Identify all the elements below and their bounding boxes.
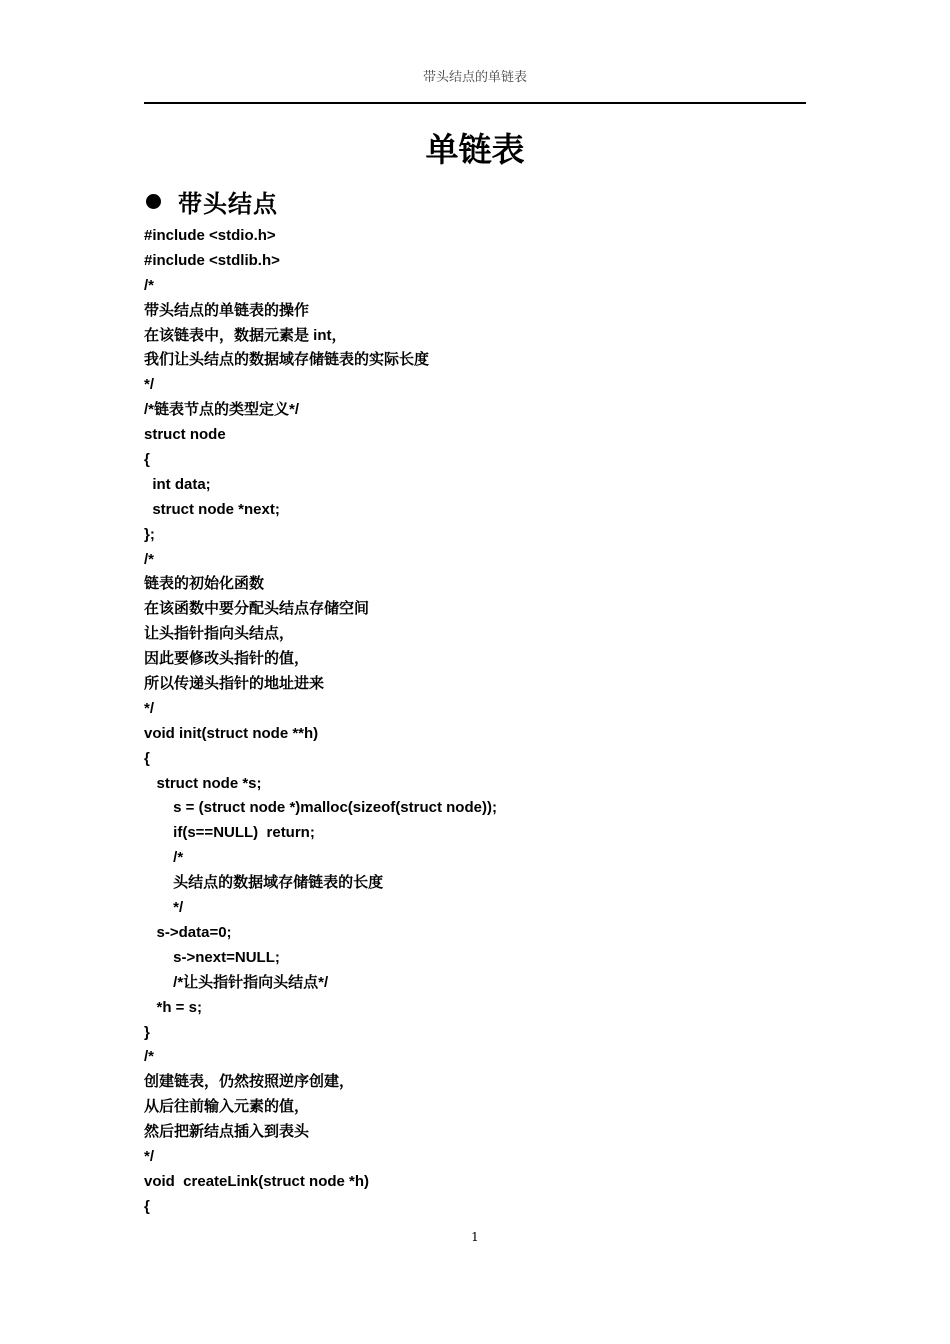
code-line: }; [144,525,155,543]
code-line: { [144,451,150,469]
code-line: void createLink(struct node *h) [144,1172,370,1190]
code-line: struct node [144,426,226,444]
code-line: 在该链表中，数据元素是 int， [144,326,347,344]
code-line: /*让头指针指向头结点*/ [144,973,329,991]
code-line: if(s==NULL) return; [144,824,315,842]
page-number: 1 [471,1230,479,1244]
code-line: */ [144,899,184,917]
code-line: *h = s; [144,998,202,1016]
code-line: 所以传递头指针的地址进来 [144,675,325,693]
section-heading-text: 带头结点 [178,189,278,218]
code-line: struct node *next; [144,500,280,518]
header-divider [144,102,806,104]
code-line: 我们让头结点的数据域存储链表的实际长度 [144,351,430,369]
code-line: #include <stdio.h> [144,227,276,244]
code-line: /* [144,276,155,294]
code-line: 因此要修改头指针的值， [144,650,310,668]
code-line: #include <stdlib.h> [144,251,280,269]
code-line: 带头结点的单链表的操作 [144,301,310,319]
code-line: 创建链表，仍然按照逆序创建， [144,1073,355,1091]
code-line: 在该函数中要分配头结点存储空间 [144,600,370,618]
code-block [144,224,806,1220]
code-line: /*链表节点的类型定义*/ [144,401,300,419]
code-line: 然后把新结点插入到表头 [144,1123,310,1141]
running-header: 带头结点的单链表 [422,70,527,85]
document-title: 单链表 [425,130,525,169]
code-line: 从后往前输入元素的值， [144,1098,310,1116]
bullet-icon [146,194,161,209]
code-line: s->data=0; [144,923,232,941]
code-line: s->next=NULL; [144,948,280,966]
code-line: 头结点的数据域存储链表的长度 [144,874,384,892]
code-line: int data; [144,475,211,493]
code-line: 链表的初始化函数 [144,575,265,593]
code-line: /* [144,1048,155,1066]
code-line: { [144,1197,150,1215]
code-line: /* [144,550,155,568]
code-line: */ [144,1147,155,1165]
code-line: 让头指针指向头结点， [144,625,295,643]
section-heading [144,182,278,220]
code-line: /* [144,849,184,867]
code-line: } [144,1023,150,1041]
code-line: { [144,749,150,767]
code-line: void init(struct node **h) [144,724,319,742]
code-line: */ [144,376,155,394]
code-line: */ [144,699,155,717]
code-line: struct node *s; [144,774,262,792]
code-line: s = (struct node *)malloc(sizeof(struct node)); [144,799,497,817]
